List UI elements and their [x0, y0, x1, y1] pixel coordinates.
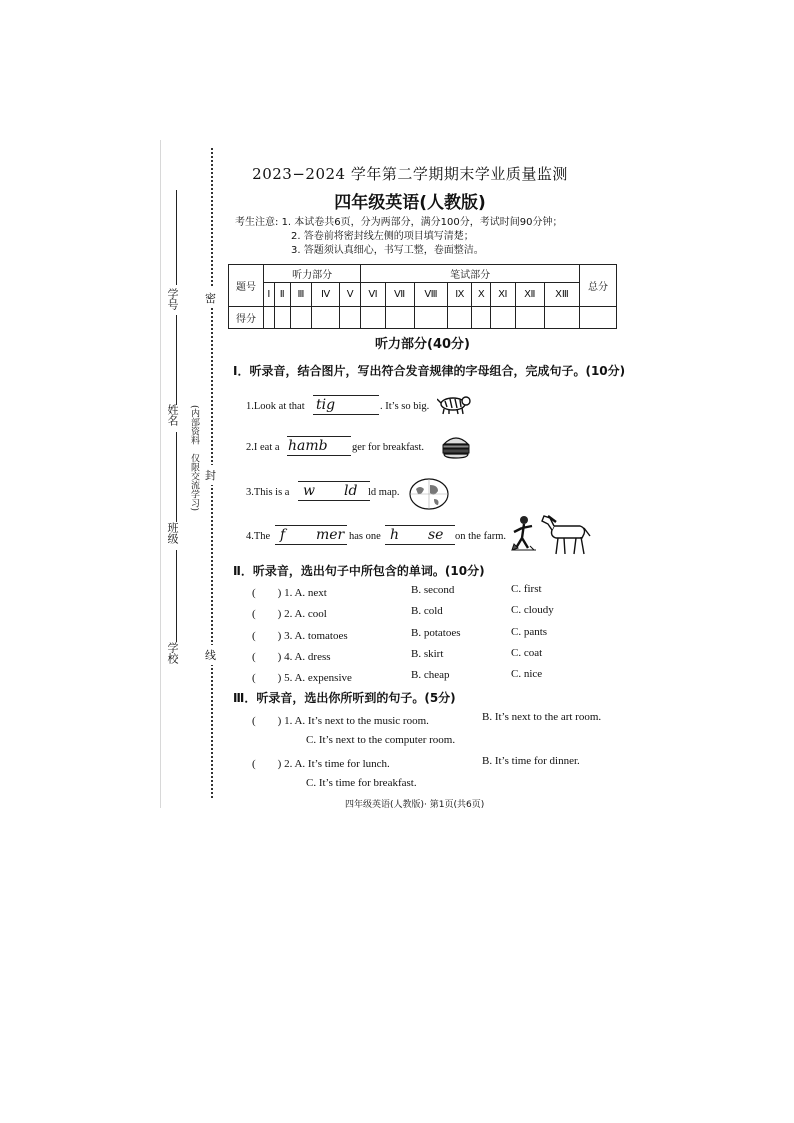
part2-q2-option-b: B. cold — [411, 605, 443, 617]
score-cell[interactable] — [264, 307, 275, 329]
tiger-icon — [437, 393, 473, 415]
part1-item4-answer-1[interactable]: f — [280, 527, 286, 543]
student-id-label: 学号 — [166, 288, 179, 310]
score-cell[interactable] — [491, 307, 516, 329]
writing-guide-line — [275, 525, 347, 526]
writing-guide-line — [313, 395, 379, 396]
part2-q5: ( ) 5. A. expensive — [252, 672, 352, 684]
part3-q2-option-c: C. It’s time for breakfast. — [306, 777, 417, 789]
answer-line — [275, 544, 347, 545]
internal-material-notice: (内部资料 仅限交流学习) — [189, 405, 199, 512]
total-header: 总分 — [580, 265, 617, 307]
part1-item1-prefix: 1.Look at that — [246, 401, 305, 412]
class-label: 班级 — [166, 522, 179, 544]
question-number-header: 题号 — [229, 265, 264, 307]
part1-item4-answer-2[interactable]: mer — [316, 527, 345, 543]
part1-item4-answer-4[interactable]: se — [428, 527, 444, 543]
part1-item4-answer-3[interactable]: h — [390, 527, 400, 543]
part3-q2-option-a: ( ) 2. A. It’s time for lunch. — [252, 758, 390, 770]
score-cell[interactable] — [290, 307, 311, 329]
listening-section-heading: 听力部分(40分) — [375, 337, 470, 352]
notice-line-2: 2. 答卷前将密封线左侧的项目填写清楚； — [291, 231, 474, 242]
seal-char-mi: 密 — [205, 288, 216, 308]
score-cell[interactable] — [312, 307, 340, 329]
student-id-blank[interactable] — [176, 190, 177, 285]
part1-item3-prefix: 3.This is a — [246, 487, 290, 498]
part1-item4-prefix: 4.The — [246, 531, 271, 542]
page-edge-line — [160, 140, 161, 808]
part1-item3-answer-1[interactable]: w — [303, 483, 315, 499]
numeral-cell: Ⅶ — [385, 283, 414, 307]
part1-item3-answer-2[interactable]: ld — [344, 483, 358, 499]
part3-q1-option-c: C. It’s next to the computer room. — [306, 734, 456, 746]
numeral-cell: Ⅳ — [312, 283, 340, 307]
seal-char-feng: 封 — [205, 465, 216, 485]
part2-q1-option-c: C. first — [511, 583, 542, 595]
part1-item2-prefix: 2.I eat a — [246, 442, 280, 453]
writing-group-header: 笔试部分 — [361, 265, 580, 283]
seal-char-xian: 线 — [205, 645, 216, 665]
score-cell[interactable] — [515, 307, 544, 329]
score-cell[interactable] — [339, 307, 360, 329]
name-blank[interactable] — [176, 315, 177, 405]
part2-q3-option-b: B. potatoes — [411, 627, 461, 639]
part3-q2-option-b: B. It’s time for dinner. — [482, 755, 580, 767]
part1-item2-answer[interactable]: hamb — [288, 438, 328, 454]
numeral-cell: Ⅷ — [414, 283, 448, 307]
score-cell[interactable] — [472, 307, 491, 329]
school-blank[interactable] — [176, 550, 177, 642]
notice-line-1 — [235, 213, 562, 228]
name-label: 姓名 — [166, 404, 179, 426]
total-score-cell[interactable] — [580, 307, 617, 329]
writing-guide-line — [287, 436, 351, 437]
answer-line — [298, 500, 370, 501]
exam-title: 2023−2024 学年第二学期期末学业质量监测 — [252, 165, 568, 183]
numeral-cell: Ⅸ — [448, 283, 472, 307]
writing-guide-line — [385, 525, 455, 526]
farmer-horse-icon — [510, 512, 592, 556]
notice-text-1: 1. 本试卷共6页，分为两部分，满分100分，考试时间90分钟； — [281, 217, 563, 228]
score-cell[interactable] — [274, 307, 290, 329]
part2-q4-option-b: B. skirt — [411, 648, 444, 660]
score-table — [228, 264, 617, 329]
exam-subtitle: 四年级英语(人教版) — [334, 193, 486, 213]
part1-item1-suffix: . It’s so big. — [380, 401, 430, 412]
listening-group-header: 听力部分 — [264, 265, 361, 283]
score-cell[interactable] — [385, 307, 414, 329]
part3-q1-option-b: B. It’s next to the art room. — [482, 711, 602, 723]
page-footer: 四年级英语(人教版)· 第1页(共6页) — [345, 800, 485, 810]
part2-q3-option-c: C. pants — [511, 626, 548, 638]
part2-q2-option-c: C. cloudy — [511, 604, 554, 616]
part2-q1: ( ) 1. A. next — [252, 587, 327, 599]
part2-q1-option-b: B. second — [411, 584, 455, 596]
numeral-cell: Ⅲ — [290, 283, 311, 307]
part2-q4-option-c: C. coat — [511, 647, 543, 659]
part2-q3: ( ) 3. A. tomatoes — [252, 630, 348, 642]
part1-item4-middle: has one — [349, 531, 381, 542]
part2-heading: Ⅱ．听录音，选出句子中所包含的单词。(10分) — [233, 564, 485, 578]
part1-item4-suffix: on the farm. — [455, 531, 507, 542]
part3-heading: Ⅲ．听录音，选出你所听到的句子。(5分) — [233, 691, 456, 705]
part1-item3-suffix: ld map. — [368, 487, 400, 498]
score-cell[interactable] — [448, 307, 472, 329]
part1-heading: Ⅰ．听录音，结合图片，写出符合发音规律的字母组合，完成句子。(10分) — [233, 364, 626, 378]
score-cell[interactable] — [544, 307, 579, 329]
class-blank[interactable] — [176, 432, 177, 522]
numeral-cell: Ⅻ — [515, 283, 544, 307]
part2-q5-option-b: B. cheap — [411, 669, 450, 681]
answer-line — [313, 414, 379, 415]
notice-line-3: 3. 答题须认真细心，书写工整，卷面整洁。 — [291, 245, 484, 256]
score-cell[interactable] — [361, 307, 385, 329]
part1-item1-answer[interactable]: tig — [316, 397, 336, 413]
numeral-cell: Ⅵ — [361, 283, 385, 307]
answer-line — [287, 455, 351, 456]
score-row-label: 得分 — [229, 307, 264, 329]
part2-q4: ( ) 4. A. dress — [252, 651, 331, 663]
part2-q2: ( ) 2. A. cool — [252, 608, 327, 620]
globe-icon — [408, 477, 450, 511]
part1-item2-suffix: ger for breakfast. — [352, 442, 425, 453]
numeral-cell: Ⅰ — [264, 283, 275, 307]
hamburger-icon — [441, 432, 471, 460]
writing-guide-line — [298, 481, 370, 482]
numeral-cell: Ⅺ — [491, 283, 516, 307]
part3-q1-option-a: ( ) 1. A. It’s next to the music room. — [252, 715, 429, 727]
score-cell[interactable] — [414, 307, 448, 329]
numeral-cell: Ⅱ — [274, 283, 290, 307]
notice-label: 考生注意: — [235, 217, 279, 228]
part2-q5-option-c: C. nice — [511, 668, 543, 680]
school-label: 学校 — [166, 642, 179, 664]
numeral-cell: ⅩⅢ — [544, 283, 579, 307]
numeral-cell: Ⅴ — [339, 283, 360, 307]
answer-line — [385, 544, 455, 545]
numeral-cell: Ⅹ — [472, 283, 491, 307]
